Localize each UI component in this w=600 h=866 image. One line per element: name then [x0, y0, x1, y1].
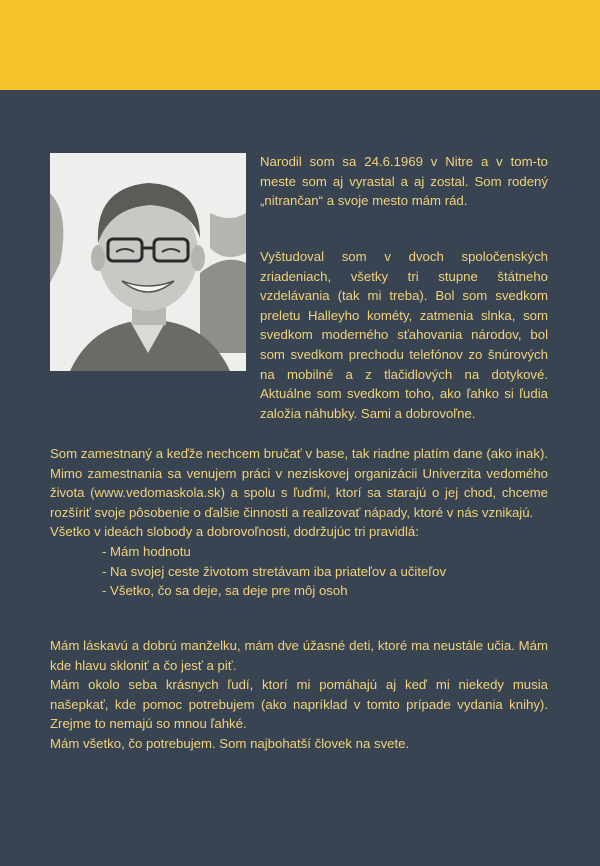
list-item: - Mám hodnotu — [102, 543, 191, 559]
family-section — [50, 636, 548, 754]
intro-text-2 — [260, 247, 548, 423]
family-paragraph-3: Mám všetko, čo potrebujem. Som najbohatší človek na svete. — [50, 735, 410, 751]
work-paragraph-1: Som zamestnaný a keďže nechcem bručať v base, tak riadne platím dane (ako inak). Mimo zamestnania sa venujem práci v neziskovej organizácii Univerzita vedomého života (www.vedomaskola.sk) a spolu s ľuďmi, ktorí sa starajú o jej chod, chceme rozšíriť svoje pôsobenie o ďalšie činnosti a realizovať nápady, ktoré v nás vznikajú. — [50, 446, 548, 520]
family-paragraph-2: Mám okolo seba krásnych ľudí, ktorí mi pomáhajú aj keď mi niekedy musia našepkať, kde pomoc potrebujem (ako napríklad v tomto prípade vydania knihy). Zrejme to nemajú so mnou ľahké. — [50, 677, 548, 732]
family-paragraph-1: Mám láskavú a dobrú manželku, mám dve úžasné deti, ktoré ma neustále učia. Mám kde hlavu skloniť a čo jesť a piť. — [50, 638, 548, 673]
author-photo — [50, 153, 246, 371]
author-portrait-icon — [50, 153, 246, 371]
rules-list — [50, 542, 548, 601]
work-paragraph-2: Všetko v ideách slobody a dobrovoľnosti, dodržujúc tri pravidlá: — [50, 524, 419, 540]
list-item: - Všetko, čo sa deje, sa deje pre môj osoh — [102, 583, 348, 599]
top-yellow-band — [0, 0, 600, 90]
work-section — [50, 444, 548, 601]
intro-text — [260, 152, 548, 211]
intro-paragraph-1: Narodil som sa 24.6.1969 v Nitre a v tom-to meste som aj vyrastal a aj zostal. Som rodený „nitrančan“ a svoje mesto mám rád. — [260, 154, 548, 209]
intro-paragraph-2: Vyštudoval som v dvoch spoločenských zriadeniach, všetky tri stupne štátneho vzdelávania (tak mi treba). Bol som svedkom preletu Halleyho kométy, zatmenia slnka, som svedkom moderného sťahovania národov, bol som svedkom prechodu telefónov zo šnúrových na mobilné a z tlačidlových na dotykové. Aktuálne som svedkom toho, ako ľahko si ľudia založia náhubky. Sami a dobrovoľne. — [260, 249, 548, 421]
list-item: - Na svojej ceste životom stretávam iba priateľov a učiteľov — [102, 563, 447, 579]
